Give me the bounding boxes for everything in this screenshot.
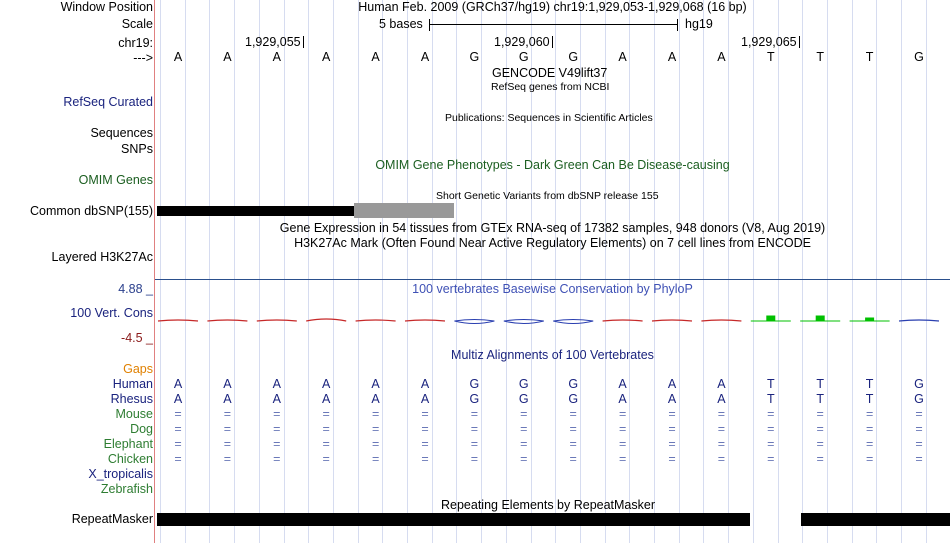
alignment-match: = <box>717 422 726 436</box>
chrom-label: chr19: <box>118 36 153 50</box>
alignment-cell: T <box>766 377 775 391</box>
species-label-x-tropicalis[interactable]: X_tropicalis <box>88 467 153 481</box>
alignment-cell: A <box>223 392 232 406</box>
alignment-match: = <box>322 452 330 466</box>
alignment-cell: G <box>469 392 480 406</box>
alignment-match: = <box>569 422 577 436</box>
alignment-match: = <box>421 452 429 466</box>
species-label-zebrafish[interactable]: Zebrafish <box>100 482 153 496</box>
alignment-match: = <box>421 437 429 451</box>
alignment-cell: A <box>618 377 627 391</box>
alignment-match: = <box>273 452 281 466</box>
base-letter: G <box>914 50 924 64</box>
window-position-value: Human Feb. 2009 (GRCh37/hg19) chr19:1,929,053-1,929,068 (16 bp) <box>358 0 747 14</box>
alignment-match: = <box>816 452 824 466</box>
alignment-cell: T <box>865 377 874 391</box>
alignment-match: = <box>273 407 281 421</box>
base-letter: A <box>618 50 627 64</box>
phylop-top-line <box>155 279 950 280</box>
alignment-match: = <box>865 407 874 421</box>
alignment-match: = <box>618 407 627 421</box>
base-letter: A <box>667 50 677 64</box>
alignment-cell: A <box>272 392 281 406</box>
phylop-max: 4.88 _ <box>118 282 153 296</box>
alignment-match: = <box>174 407 182 421</box>
species-label-elephant[interactable]: Elephant <box>103 437 153 451</box>
alignment-match: = <box>668 452 676 466</box>
base-letter: A <box>322 50 331 64</box>
coord-2-tick <box>552 36 553 48</box>
base-letter: T <box>766 50 775 64</box>
alignment-match: = <box>421 422 429 436</box>
scale-value: 5 bases <box>379 17 423 31</box>
refseq-track-label[interactable]: RefSeq Curated <box>63 95 153 109</box>
alignment-match: = <box>223 422 232 436</box>
alignment-cell: A <box>420 377 430 391</box>
alignment-cell: A <box>272 377 281 391</box>
phylop-mark <box>207 320 247 321</box>
alignment-match: = <box>618 422 627 436</box>
alignment-match: = <box>470 407 479 421</box>
species-label-gaps[interactable]: Gaps <box>123 362 153 376</box>
alignment-match: = <box>223 437 232 451</box>
alignment-cell: G <box>914 392 924 406</box>
base-letter: T <box>865 50 874 64</box>
window-position-label: Window Position <box>60 0 153 14</box>
phylop-min: -4.5 _ <box>121 331 153 345</box>
alignment-match: = <box>767 407 775 421</box>
scale-bar-left-tick <box>429 19 430 31</box>
alignment-match: = <box>371 422 380 436</box>
alignment-match: = <box>717 437 726 451</box>
scale-bar-right-tick <box>677 19 678 31</box>
phylop-mark <box>405 320 445 321</box>
alignment-cell: G <box>568 377 579 391</box>
omim-phenotypes-title[interactable]: OMIM Gene Phenotypes - Dark Green Can Be Disease-causing <box>375 158 730 172</box>
species-label-chicken[interactable]: Chicken <box>107 452 153 466</box>
dbsnp-title[interactable]: Short Genetic Variants from dbSNP release 155 <box>436 190 659 202</box>
alignment-cell: T <box>816 377 824 391</box>
coord-3-tick <box>799 36 800 48</box>
alignment-match: = <box>816 437 824 451</box>
alignment-cell: G <box>568 392 579 406</box>
alignment-cell: A <box>717 377 726 391</box>
alignment-cell: A <box>371 377 380 391</box>
alignment-match: = <box>668 437 676 451</box>
phylop-mark <box>899 320 939 321</box>
alignment-match: = <box>915 407 923 421</box>
species-label-dog[interactable]: Dog <box>130 422 153 436</box>
alignment-cell: A <box>322 392 331 406</box>
base-letter: G <box>469 50 480 64</box>
h3k27ac-label[interactable]: Layered H3K27Ac <box>51 250 153 264</box>
alignment-cell: A <box>667 377 677 391</box>
multiz-title[interactable]: Multiz Alignments of 100 Vertebrates <box>451 348 654 362</box>
publications-title[interactable]: Publications: Sequences in Scientific Articles <box>445 112 653 124</box>
repeatmasker-label[interactable]: RepeatMasker <box>71 512 153 526</box>
alignment-match: = <box>322 437 330 451</box>
alignment-match: = <box>569 452 577 466</box>
alignment-cell: T <box>766 392 775 406</box>
alignment-match: = <box>717 407 726 421</box>
gtex-title[interactable]: Gene Expression in 54 tissues from GTEx RNA-seq of 17382 samples, 948 donors (V8, Aug 2019) <box>279 221 826 235</box>
alignment-match: = <box>618 452 627 466</box>
species-label-human[interactable]: Human <box>112 377 153 391</box>
alignment-match: = <box>520 422 528 436</box>
h3k27ac-title[interactable]: H3K27Ac Mark (Often Found Near Active Regulatory Elements) on 7 cell lines from ENCODE <box>294 236 811 250</box>
phylop-mark <box>553 320 593 324</box>
repeat-element-2[interactable] <box>801 513 950 526</box>
alignment-cell: A <box>173 377 183 391</box>
alignment-match: = <box>767 452 775 466</box>
base-letter: A <box>371 50 380 64</box>
alignment-match: = <box>421 407 429 421</box>
refseq-subtitle: RefSeq genes from NCBI <box>491 81 610 93</box>
alignment-match: = <box>371 452 380 466</box>
alignment-match: = <box>322 407 330 421</box>
alignment-match: = <box>470 437 479 451</box>
alignment-match: = <box>174 437 182 451</box>
alignment-match: = <box>767 437 775 451</box>
coord-1: 1,929,055 <box>245 35 301 49</box>
phylop-mark <box>306 319 346 321</box>
alignment-match: = <box>717 452 726 466</box>
alignment-match: = <box>618 437 627 451</box>
repeatmasker-title[interactable]: Repeating Elements by RepeatMasker <box>441 498 656 512</box>
phylop-mark <box>257 320 297 321</box>
alignment-match: = <box>915 437 923 451</box>
phylop-mark <box>701 320 741 321</box>
alignment-match: = <box>865 422 874 436</box>
alignment-match: = <box>816 422 824 436</box>
alignment-match: = <box>223 407 232 421</box>
alignment-match: = <box>915 452 923 466</box>
phylop-mark <box>504 320 544 324</box>
alignment-match: = <box>174 422 182 436</box>
phylop-mark <box>356 320 396 321</box>
alignment-cell: A <box>667 392 677 406</box>
alignment-match: = <box>520 437 528 451</box>
label-divider <box>154 0 155 543</box>
phylop-mark <box>454 320 494 324</box>
alignment-match: = <box>322 422 330 436</box>
alignment-cell: A <box>717 392 726 406</box>
phylop-mark <box>652 320 692 321</box>
alignment-match: = <box>273 437 281 451</box>
alignment-match: = <box>915 422 923 436</box>
phylop-mark <box>850 318 890 321</box>
sequences-label[interactable]: Sequences <box>90 126 153 140</box>
base-letter: G <box>568 50 579 64</box>
base-letter: T <box>816 50 824 64</box>
scale-bar <box>429 24 677 25</box>
phylop-label[interactable]: 100 Vert. Cons <box>70 306 153 320</box>
alignment-match: = <box>520 452 528 466</box>
dbsnp-label[interactable]: Common dbSNP(155) <box>30 204 153 218</box>
alignment-cell: T <box>865 392 874 406</box>
alignment-match: = <box>767 422 775 436</box>
alignment-cell: G <box>518 377 529 391</box>
alignment-match: = <box>371 407 380 421</box>
alignment-cell: A <box>371 392 380 406</box>
alignment-cell: A <box>322 377 331 391</box>
snps-label[interactable]: SNPs <box>121 142 153 156</box>
coord-1-tick <box>303 36 304 48</box>
repeat-element-1[interactable] <box>157 513 750 526</box>
phylop-mark <box>751 316 791 321</box>
alignment-match: = <box>223 452 232 466</box>
strand-label: ---> <box>133 51 153 65</box>
alignment-match: = <box>371 437 380 451</box>
base-letter: G <box>518 50 529 64</box>
alignment-match: = <box>569 437 577 451</box>
alignment-match: = <box>865 437 874 451</box>
alignment-cell: G <box>518 392 529 406</box>
species-label-rhesus[interactable]: Rhesus <box>110 392 153 406</box>
alignment-cell: G <box>469 377 480 391</box>
alignment-match: = <box>668 422 676 436</box>
coord-3: 1,929,065 <box>741 35 797 49</box>
phylop-mark <box>158 320 198 321</box>
alignment-match: = <box>668 407 676 421</box>
scale-label: Scale <box>121 17 153 31</box>
phylop-title[interactable]: 100 vertebrates Basewise Conservation by PhyloP <box>412 282 693 296</box>
base-letter: A <box>717 50 726 64</box>
alignment-match: = <box>865 452 874 466</box>
base-letter: A <box>173 50 183 64</box>
phylop-mark <box>800 316 840 321</box>
base-letter: A <box>223 50 232 64</box>
alignment-cell: A <box>173 392 183 406</box>
omim-genes-label[interactable]: OMIM Genes <box>78 173 153 187</box>
alignment-match: = <box>520 407 528 421</box>
alignment-match: = <box>470 422 479 436</box>
alignment-cell: T <box>816 392 824 406</box>
gencode-title[interactable]: GENCODE V49lift37 <box>492 66 608 80</box>
alignment-match: = <box>816 407 824 421</box>
alignment-cell: G <box>914 377 924 391</box>
alignment-match: = <box>470 452 479 466</box>
alignment-match: = <box>174 452 182 466</box>
phylop-mark <box>603 320 643 321</box>
coord-2: 1,929,060 <box>494 35 550 49</box>
base-letter: A <box>272 50 281 64</box>
scale-db: hg19 <box>685 17 713 31</box>
alignment-match: = <box>569 407 577 421</box>
alignment-match: = <box>273 422 281 436</box>
species-label-mouse[interactable]: Mouse <box>115 407 153 421</box>
alignment-cell: A <box>223 377 232 391</box>
alignment-cell: A <box>420 392 430 406</box>
alignment-cell: A <box>618 392 627 406</box>
base-letter: A <box>420 50 430 64</box>
